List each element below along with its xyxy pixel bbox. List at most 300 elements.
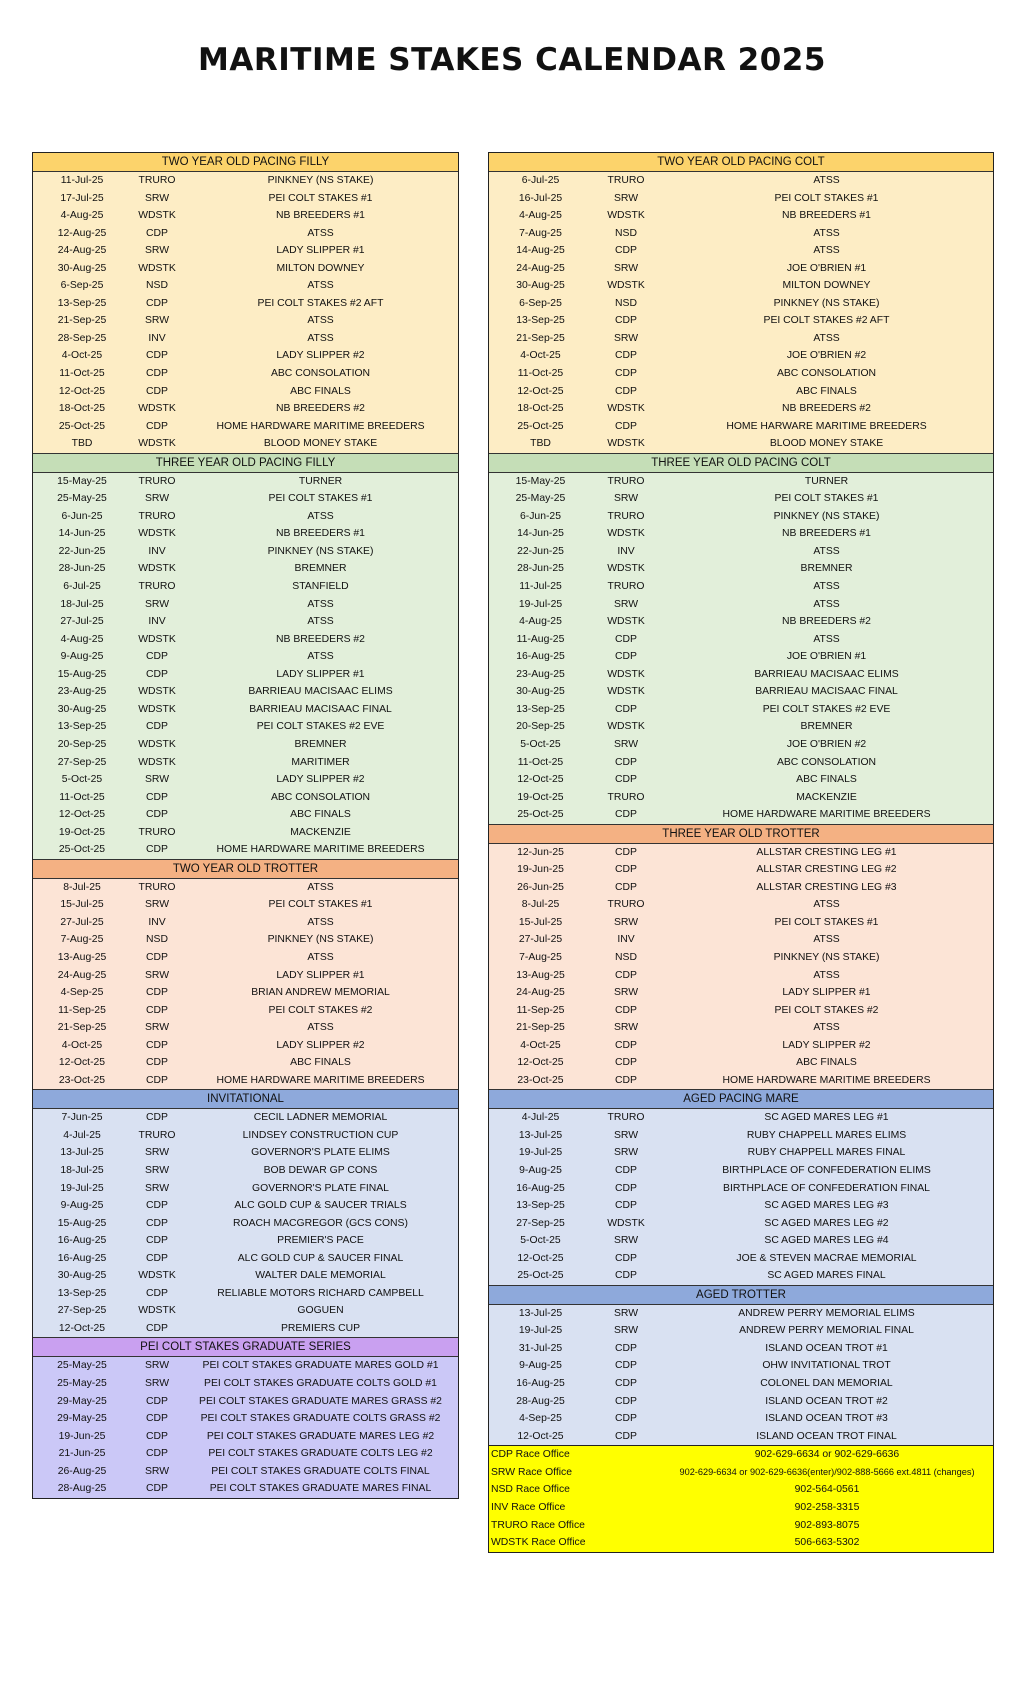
race-track: CDP [615, 420, 637, 432]
race-track: CDP [615, 846, 637, 858]
race-track: NSD [615, 297, 637, 309]
race-track: CDP [615, 881, 637, 893]
race-track: WDSTK [607, 686, 645, 698]
section-header: PEI COLT STAKES GRADUATE SERIES [33, 1337, 458, 1357]
race-event: GOVERNOR'S PLATE FINAL [252, 1182, 389, 1194]
race-event: SC AGED MARES FINAL [767, 1270, 886, 1282]
section-aged-trotter [489, 1285, 993, 1445]
race-track: TRURO [138, 1129, 176, 1141]
race-event: PEI COLT STAKES GRADUATE MARES FINAL [209, 1483, 432, 1495]
table-row [489, 578, 993, 596]
race-date: 16-Aug-25 [516, 651, 565, 663]
race-event: BARRIEAU MACISAAC FINAL [249, 703, 392, 715]
race-track: WDSTK [607, 280, 645, 292]
table-row [33, 1127, 458, 1145]
race-event: ABC FINALS [796, 774, 857, 786]
race-date: 9-Aug-25 [519, 1164, 562, 1176]
race-date: 24-Aug-25 [57, 245, 107, 257]
table-row [489, 1054, 993, 1072]
race-event: RELIABLE MOTORS RICHARD CAMPBELL [217, 1287, 424, 1299]
race-date: 25-May-25 [515, 493, 566, 505]
race-date: 28-Sep-25 [57, 332, 107, 344]
office-name: INV Race Office [491, 1501, 566, 1513]
table-row [489, 967, 993, 985]
race-date: 4-Jul-25 [63, 1129, 101, 1141]
race-date: 27-Jul-25 [60, 616, 104, 628]
race-event: GOGUEN [297, 1305, 344, 1317]
race-event: PEI COLT STAKES #2 AFT [257, 297, 384, 309]
race-date: 20-Sep-25 [516, 721, 565, 733]
race-date: 4-Sep-25 [519, 1413, 562, 1425]
race-track: INV [148, 916, 166, 928]
table-row [33, 1144, 458, 1162]
table-row [489, 312, 993, 330]
race-date: 15-Jul-25 [60, 899, 104, 911]
race-event: BOB DEWAR GP CONS [263, 1164, 378, 1176]
race-date: 9-Aug-25 [519, 1360, 562, 1372]
race-event: LADY SLIPPER #1 [782, 987, 871, 999]
race-event: ISLAND OCEAN TROT #3 [765, 1413, 888, 1425]
office-phone: 902-258-3315 [794, 1501, 860, 1513]
race-date: 18-Jul-25 [60, 1164, 104, 1176]
table-row [33, 754, 458, 772]
race-event: ALC GOLD CUP & SAUCER FINAL [237, 1252, 404, 1264]
race-event: ATSS [307, 315, 334, 327]
race-date: 21-Sep-25 [57, 315, 107, 327]
race-track: WDSTK [607, 528, 645, 540]
office-name: TRURO Race Office [491, 1519, 585, 1531]
table-row [33, 648, 458, 666]
office-name: WDSTK Race Office [491, 1537, 586, 1549]
race-event: ALLSTAR CRESTING LEG #3 [756, 881, 897, 893]
office-row [489, 1517, 993, 1535]
race-date: 22-Jun-25 [517, 545, 564, 557]
race-track: SRW [144, 899, 170, 911]
race-date: 14-Aug-25 [516, 245, 565, 257]
race-date: 13-Jul-25 [518, 1307, 563, 1319]
race-date: 21-Sep-25 [516, 332, 565, 344]
table-row [489, 1002, 993, 1020]
race-event: CECIL LADNER MEMORIAL [253, 1112, 388, 1124]
race-event: ATSS [813, 245, 840, 257]
table-row [33, 1445, 458, 1463]
race-track: CDP [615, 1378, 637, 1389]
section-header: INVITATIONAL [33, 1089, 458, 1109]
race-date: 15-May-25 [57, 475, 107, 487]
race-event: JOE O'BRIEN #1 [786, 651, 867, 663]
race-event: ATSS [813, 899, 840, 911]
table-row [489, 508, 993, 526]
race-date: 11-Jul-25 [519, 581, 562, 593]
table-row [33, 949, 458, 967]
race-date: 12-Oct-25 [58, 1322, 106, 1334]
race-track: CDP [146, 1235, 168, 1247]
table-row [33, 418, 458, 436]
race-event: OHW INVITATIONAL TROT [762, 1360, 891, 1372]
race-event: ATSS [307, 510, 334, 522]
table-row [489, 1232, 993, 1250]
race-event: BIRTHPLACE OF CONFEDERATION FINAL [723, 1182, 930, 1194]
race-event: ABC FINALS [290, 809, 351, 821]
race-date: 6-Jun-25 [519, 510, 561, 522]
table-row [33, 330, 458, 348]
race-event: PEI COLT STAKES GRADUATE COLTS GOLD #1 [204, 1378, 437, 1389]
table-row [33, 1162, 458, 1180]
race-event: ATSS [813, 175, 840, 186]
race-date: 25-Oct-25 [58, 420, 106, 432]
race-date: 27-Jul-25 [518, 934, 563, 946]
race-track: TRURO [138, 475, 176, 487]
race-event: ABC FINALS [796, 1057, 857, 1069]
race-date: 6-Jun-25 [61, 510, 103, 522]
race-track: CDP [615, 864, 637, 876]
table-row [489, 1393, 993, 1411]
race-date: 29-May-25 [57, 1395, 107, 1407]
race-track: CDP [146, 1448, 168, 1460]
race-date: 24-Aug-25 [516, 987, 565, 999]
race-event: HOME HARDWARE MARITIME BREEDERS [722, 1074, 931, 1086]
race-event: ALLSTAR CRESTING LEG #2 [756, 864, 897, 876]
table-row [33, 1393, 458, 1411]
race-event: PEI COLT STAKES #1 [774, 916, 879, 928]
table-row [33, 578, 458, 596]
race-track: CDP [146, 420, 168, 432]
race-event: ATSS [307, 916, 334, 928]
race-event: MACKENZIE [290, 826, 351, 838]
race-date: TBD [71, 438, 93, 450]
office-phone: 902-629-6634 or 902-629-6636(enter)/902-888-5666 ext.4811 (changes) [679, 1466, 975, 1477]
section-header: TWO YEAR OLD PACING COLT [489, 153, 993, 172]
race-date: 17-Jul-25 [60, 192, 104, 204]
race-event: GOVERNOR'S PLATE ELIMS [251, 1147, 390, 1159]
race-track: CDP [146, 1395, 168, 1407]
race-date: 28-Jun-25 [517, 563, 564, 575]
race-date: 14-Jun-25 [517, 528, 564, 540]
race-track: SRW [613, 493, 639, 505]
section-header: TWO YEAR OLD PACING FILLY [33, 153, 458, 172]
race-date: 30-Aug-25 [57, 1270, 107, 1282]
race-track: CDP [146, 809, 168, 821]
race-event: ATSS [813, 969, 840, 981]
race-event: PEI COLT STAKES #1 [774, 493, 879, 505]
race-track: INV [148, 616, 166, 628]
table-row [489, 1037, 993, 1055]
race-track: TRURO [138, 510, 176, 522]
table-row [33, 806, 458, 824]
race-date: 4-Oct-25 [61, 1039, 103, 1051]
table-row [489, 1357, 993, 1375]
race-event: PINKNEY (NS STAKE) [773, 297, 880, 309]
race-event: RUBY CHAPPELL MARES FINAL [747, 1147, 906, 1159]
race-date: 23-Aug-25 [57, 686, 107, 698]
table-row [33, 1180, 458, 1198]
race-date: 27-Jul-25 [60, 916, 104, 928]
race-track: INV [148, 332, 166, 344]
race-date: 6-Sep-25 [60, 280, 104, 292]
race-date: 6-Sep-25 [519, 297, 562, 309]
section-header: THREE YEAR OLD TROTTER [489, 824, 993, 844]
race-track: CDP [615, 1004, 637, 1016]
race-date: 19-Oct-25 [517, 791, 564, 803]
race-date: 12-Oct-25 [517, 1252, 564, 1264]
race-track: CDP [615, 969, 637, 981]
race-date: 4-Aug-25 [60, 210, 104, 222]
race-event: BRIAN ANDREW MEMORIAL [251, 987, 390, 999]
race-track: INV [617, 934, 635, 946]
table-row [33, 914, 458, 932]
race-track: CDP [615, 651, 637, 663]
race-event: PEI COLT STAKES #1 [268, 192, 373, 204]
race-event: ATSS [813, 227, 840, 239]
section-header: TWO YEAR OLD TROTTER [33, 859, 458, 879]
office-row [489, 1499, 993, 1517]
race-date: 4-Aug-25 [519, 210, 562, 222]
race-event: ATSS [307, 332, 334, 344]
race-date: 13-Aug-25 [57, 951, 107, 963]
table-row [33, 277, 458, 295]
race-date: TBD [530, 438, 551, 450]
race-track: NSD [615, 227, 637, 239]
section-body [33, 1109, 458, 1337]
section-body [489, 172, 993, 453]
table-row [489, 701, 993, 719]
table-row [489, 789, 993, 807]
race-date: 12-Oct-25 [517, 1057, 564, 1069]
race-track: WDSTK [138, 438, 176, 450]
race-event: BLOOD MONEY STAKE [263, 438, 378, 450]
race-event: ALLSTAR CRESTING LEG #1 [756, 846, 897, 858]
table-row [33, 383, 458, 401]
race-track: SRW [144, 493, 170, 505]
race-event: BLOOD MONEY STAKE [769, 438, 884, 450]
race-track: SRW [613, 1129, 639, 1141]
race-event: TURNER [298, 475, 343, 487]
table-row [33, 1215, 458, 1233]
table-row [489, 1109, 993, 1127]
race-track: CDP [615, 368, 637, 380]
left-column [32, 152, 459, 1499]
table-row [489, 806, 993, 824]
section-body [33, 879, 458, 1090]
race-event: ATSS [307, 1022, 334, 1034]
table-row [489, 683, 993, 701]
table-row [489, 1375, 993, 1393]
race-track: SRW [144, 245, 170, 257]
race-track: WDSTK [138, 403, 176, 415]
table-row [489, 172, 993, 190]
race-date: 26-Jun-25 [517, 881, 564, 893]
race-track: CDP [146, 1112, 168, 1124]
race-track: CDP [615, 1342, 637, 1354]
race-track: CDP [615, 1182, 637, 1194]
race-track: SRW [144, 1360, 170, 1372]
race-date: 7-Aug-25 [519, 227, 562, 239]
race-event: MILTON DOWNEY [782, 280, 871, 292]
race-date: 16-Aug-25 [57, 1252, 107, 1264]
race-event: ATSS [307, 651, 334, 663]
table-row [33, 207, 458, 225]
race-event: HOME HARDWARE MARITIME BREEDERS [216, 420, 425, 432]
race-track: CDP [146, 1287, 168, 1299]
race-event: ATSS [813, 332, 840, 344]
race-date: 22-Jun-25 [58, 545, 106, 557]
office-phone: 506-663-5302 [794, 1537, 860, 1549]
race-track: CDP [146, 1200, 168, 1212]
race-event: LINDSEY CONSTRUCTION CUP [242, 1129, 399, 1141]
table-row [489, 543, 993, 561]
table-row [33, 771, 458, 789]
race-track: NSD [146, 934, 168, 946]
race-event: ATSS [307, 598, 334, 610]
race-event: PEI COLT STAKES GRADUATE MARES LEG #2 [206, 1430, 435, 1442]
race-date: 12-Oct-25 [58, 385, 106, 397]
table-row [33, 1109, 458, 1127]
table-row [489, 473, 993, 491]
race-event: ABC CONSOLATION [776, 756, 877, 768]
race-event: NB BREEDERS #1 [782, 210, 871, 222]
table-row [489, 949, 993, 967]
race-event: STANFIELD [292, 581, 349, 593]
table-row [489, 1127, 993, 1145]
table-row [489, 277, 993, 295]
race-event: PEI COLT STAKES GRADUATE COLTS GRASS #2 [200, 1413, 441, 1425]
race-track: TRURO [138, 581, 176, 593]
race-date: 25-May-25 [57, 1378, 107, 1389]
race-date: 15-Aug-25 [57, 668, 107, 680]
race-date: 13-Sep-25 [57, 1287, 107, 1299]
table-row [33, 473, 458, 491]
table-row [33, 312, 458, 330]
table-row [33, 1019, 458, 1037]
table-row [489, 879, 993, 897]
race-event: BREMNER [800, 563, 853, 575]
office-name: CDP Race Office [491, 1449, 570, 1461]
race-event: MARITIMER [291, 756, 350, 768]
race-date: 24-Aug-25 [57, 969, 107, 981]
office-row [489, 1446, 993, 1464]
table-row [489, 1267, 993, 1285]
race-date: 5-Oct-25 [520, 1235, 561, 1247]
table-row [489, 1162, 993, 1180]
race-track: CDP [146, 1483, 168, 1495]
race-event: JOE O'BRIEN #1 [786, 262, 867, 274]
race-track: NSD [146, 280, 168, 292]
race-track: WDSTK [138, 686, 176, 698]
race-track: TRURO [138, 826, 176, 838]
race-date: 25-May-25 [57, 1360, 107, 1372]
race-track: WDSTK [138, 1270, 176, 1282]
race-date: 18-Oct-25 [58, 403, 106, 415]
race-event: WALTER DALE MEMORIAL [255, 1270, 386, 1282]
race-track: CDP [146, 1252, 168, 1264]
race-track: CDP [615, 1200, 637, 1212]
table-row [33, 1410, 458, 1428]
table-row [489, 631, 993, 649]
race-date: 11-Oct-25 [59, 368, 105, 380]
page-title: MARITIME STAKES CALENDAR 2025 [198, 42, 826, 78]
race-track: TRURO [607, 475, 645, 487]
race-date: 14-Jun-25 [58, 528, 106, 540]
table-row [33, 1037, 458, 1055]
race-track: TRURO [607, 175, 645, 186]
race-date: 11-Jul-25 [60, 175, 104, 186]
race-event: NB BREEDERS #1 [276, 528, 365, 540]
race-event: ANDREW PERRY MEMORIAL ELIMS [738, 1307, 915, 1319]
table-row [33, 701, 458, 719]
race-date: 16-Jul-25 [518, 192, 563, 204]
race-track: CDP [146, 1322, 168, 1334]
race-date: 18-Jul-25 [60, 598, 104, 610]
race-date: 27-Sep-25 [516, 1217, 565, 1229]
table-row [33, 596, 458, 614]
table-row [489, 1019, 993, 1037]
race-event: TURNER [804, 475, 849, 487]
race-track: TRURO [607, 1112, 645, 1124]
table-row [489, 771, 993, 789]
race-date: 15-Jul-25 [518, 916, 563, 928]
race-event: PINKNEY (NS STAKE) [267, 175, 374, 186]
race-date: 30-Aug-25 [516, 280, 565, 292]
race-track: WDSTK [138, 563, 176, 575]
race-event: JOE O'BRIEN #2 [786, 350, 867, 362]
race-date: 13-Aug-25 [516, 969, 565, 981]
section-body [489, 1109, 993, 1284]
race-event: SC AGED MARES LEG #4 [764, 1235, 889, 1247]
race-track: TRURO [607, 581, 645, 593]
race-event: ROACH MACGREGOR (GCS CONS) [233, 1217, 408, 1229]
race-track: CDP [615, 1270, 637, 1282]
table-row [33, 736, 458, 754]
race-event: ATSS [307, 951, 334, 963]
race-track: SRW [613, 987, 639, 999]
race-track: WDSTK [138, 756, 176, 768]
race-date: 13-Sep-25 [516, 315, 565, 327]
race-event: HOME HARDWARE MARITIME BREEDERS [722, 809, 931, 821]
race-track: CDP [615, 703, 637, 715]
race-track: WDSTK [138, 210, 176, 222]
race-event: PEI COLT STAKES #2 EVE [762, 703, 891, 715]
office-phone: 902-629-6634 or 902-629-6636 [754, 1449, 900, 1461]
race-date: 29-May-25 [57, 1413, 107, 1425]
race-track: SRW [144, 192, 170, 204]
right-column [488, 152, 994, 1553]
race-track: SRW [144, 315, 170, 327]
office-phone: 902-564-0561 [794, 1484, 860, 1496]
table-row [33, 1320, 458, 1338]
race-date: 13-Jul-25 [60, 1147, 104, 1159]
table-row [489, 844, 993, 862]
race-event: JOE & STEVEN MACRAE MEMORIAL [736, 1252, 917, 1264]
race-event: LADY SLIPPER #1 [276, 668, 365, 680]
race-event: BREMNER [294, 738, 347, 750]
race-event: PEI COLT STAKES #1 [774, 192, 879, 204]
race-event: BREMNER [800, 721, 853, 733]
race-event: ABC FINALS [796, 385, 857, 397]
table-row [489, 1215, 993, 1233]
table-row [33, 508, 458, 526]
table-row [33, 1250, 458, 1268]
race-event: PEI COLT STAKES GRADUATE MARES GOLD #1 [202, 1360, 439, 1372]
race-track: CDP [615, 809, 637, 821]
table-row [33, 1054, 458, 1072]
table-row [33, 242, 458, 260]
race-date: 19-Jul-25 [60, 1182, 104, 1194]
race-track: CDP [146, 668, 168, 680]
table-row [33, 400, 458, 418]
table-row [489, 1197, 993, 1215]
race-track: SRW [144, 1164, 170, 1176]
table-row [489, 330, 993, 348]
